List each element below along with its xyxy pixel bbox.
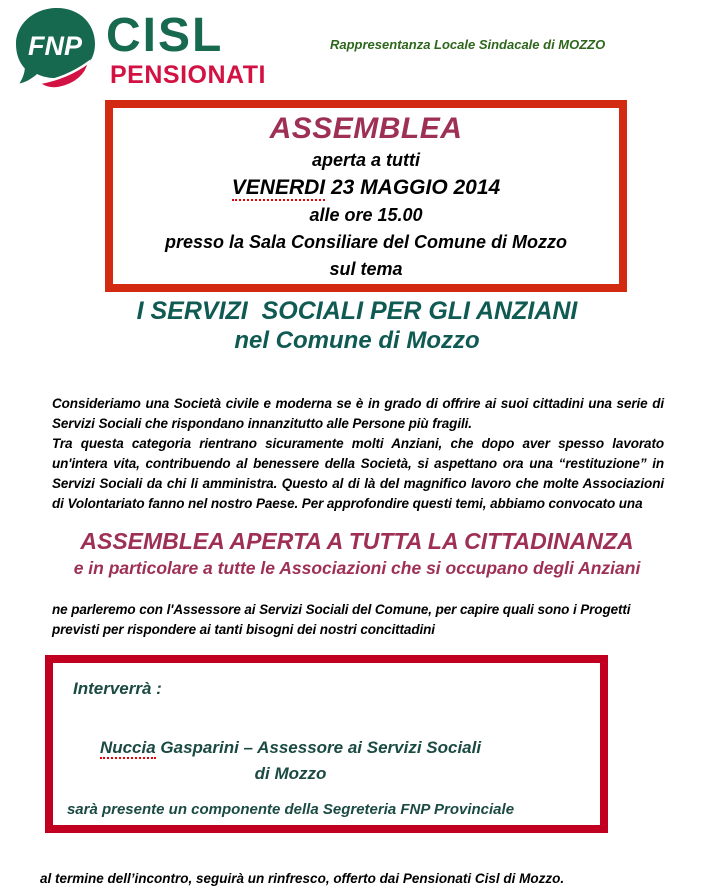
speaker-first-name: Nuccia xyxy=(99,738,156,757)
fnp-logo-text: FNP xyxy=(28,31,82,61)
speaker-box-note: sarà presente un componente della Segreteria FNP Provinciale xyxy=(66,801,515,818)
assembly-time: alle ore 15.00 xyxy=(309,205,423,225)
assembly-theme-intro: sul tema xyxy=(329,259,403,279)
topic-heading-line2: nel Comune di Mozzo xyxy=(234,327,480,354)
details-paragraph: ne parleremo con l'Assessore ai Servizi Sociali del Comune, per capire quali sono i Progetti previsti per rispondere ai tanti bisogni dei nostri concittadini xyxy=(52,602,631,637)
pensionati-wordmark: PENSIONATI xyxy=(110,61,266,89)
topic-heading xyxy=(0,296,714,356)
speaker-name-block xyxy=(53,735,600,787)
fnp-logo-icon xyxy=(12,6,100,94)
speaker-name-line1 xyxy=(53,735,528,761)
speaker-name-rest: Gasparini – Assessore ai Servizi Sociali xyxy=(155,738,482,757)
local-representation-title: Rappresentanza Locale Sindacale di MOZZO xyxy=(330,37,606,52)
closing-line: al termine dell’incontro, seguirà un rinfresco, offerto dai Pensionati Cisl di Mozzo. xyxy=(40,871,565,886)
assembly-date xyxy=(113,174,619,202)
intro-paragraph-1: Consideriamo una Società civile e moderna se è in grado di offrire ai suoi cittadini una serie di Servizi Sociali che rispondano innanzitutto alle Persone più fragili. xyxy=(52,396,664,431)
speaker-intro: Interverrà : xyxy=(73,679,162,698)
assembly-date-day: VENERDI xyxy=(231,176,326,199)
assembly-date-rest: 23 MAGGIO 2014 xyxy=(325,176,501,199)
call-heading-line2: e in particolare a tutte le Associazioni che si occupano degli Anziani xyxy=(73,558,641,578)
assembly-subtitle: aperta a tutti xyxy=(311,150,421,170)
assembly-title: ASSEMBLEA xyxy=(269,112,463,145)
speaker-box xyxy=(45,655,608,833)
cisl-wordmark: CISL xyxy=(106,9,224,62)
announcement-box xyxy=(105,100,627,292)
call-heading-line1: ASSEMBLEA APERTA A TUTTA LA CITTADINANZA xyxy=(80,528,634,554)
intro-paragraphs xyxy=(52,394,664,514)
call-heading xyxy=(0,527,714,582)
assembly-venue: presso la Sala Consiliare del Comune di Mozzo xyxy=(164,232,568,252)
speaker-name-line2: di Mozzo xyxy=(254,764,327,783)
intro-paragraph-2: Tra questa categoria rientrano sicuramente molti Anziani, che dopo aver spesso lavorato un'intera vita, contribuendo al benessere della Società, si aspettano ora una “restituzione” in Servizi Sociali da chi li amministra. Questo al di là del magnifico lavoro che molte Associazioni di Volontariato fanno nel nostro Paese. Per approfondire questi temi, abbiamo convocato una xyxy=(52,436,664,511)
topic-heading-line1: I SERVIZI SOCIALI PER GLI ANZIANI xyxy=(136,297,578,325)
